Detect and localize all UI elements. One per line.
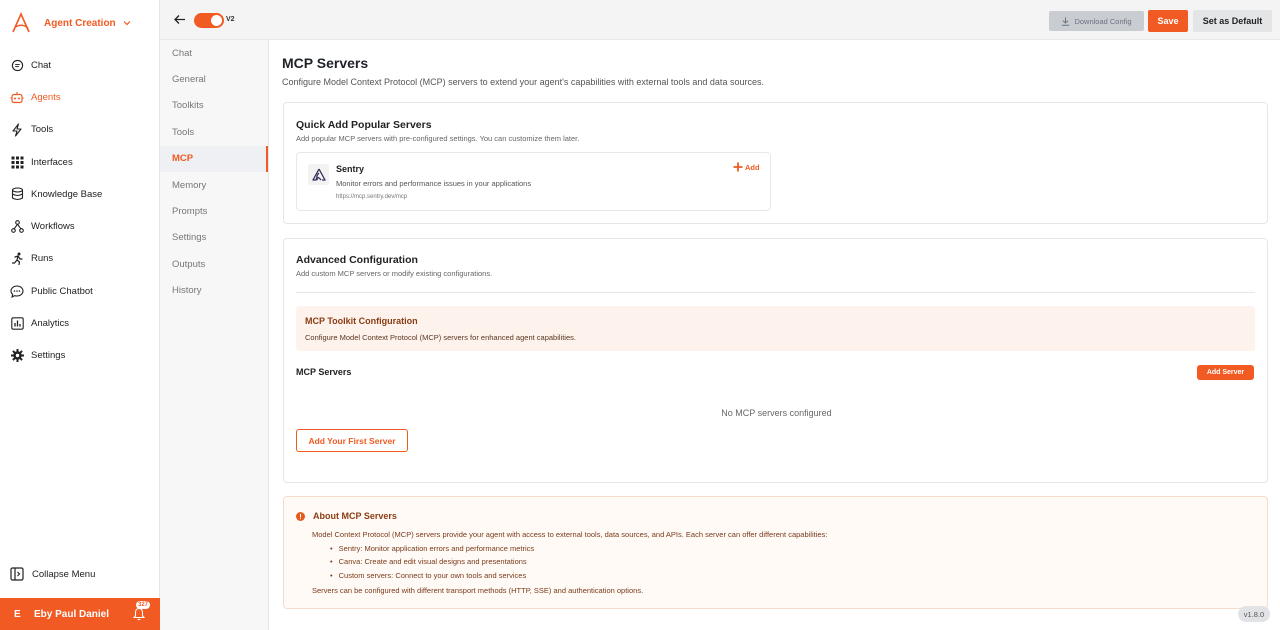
about-capabilities-list bbox=[312, 542, 827, 583]
sidebar-item-workflows[interactable] bbox=[0, 210, 159, 242]
mcp-main-content bbox=[269, 40, 1280, 630]
list-item: • Sentry: Monitor application errors and performance metrics bbox=[330, 542, 827, 556]
lightning-icon bbox=[10, 123, 24, 137]
add-sentry-button[interactable] bbox=[733, 162, 760, 172]
sidebar-item-label: Chat bbox=[31, 59, 52, 71]
collapse-menu-label: Collapse Menu bbox=[32, 568, 96, 580]
section-divider bbox=[296, 292, 1255, 293]
page-title: MCP Servers bbox=[282, 55, 369, 71]
subnav-item-outputs[interactable]: Outputs bbox=[172, 258, 206, 270]
toolkit-description: Configure Model Context Protocol (MCP) servers for enhanced agent capabilities. bbox=[305, 333, 576, 342]
quick-add-subtitle: Add popular MCP servers with pre-configured settings. You can customize them later. bbox=[296, 134, 580, 143]
add-sentry-label: Add bbox=[745, 162, 760, 172]
sentry-logo-icon bbox=[308, 164, 329, 185]
advanced-title: Advanced Configuration bbox=[296, 254, 418, 266]
add-server-button[interactable]: Add Server bbox=[1197, 365, 1254, 380]
add-first-server-button[interactable]: Add Your First Server bbox=[296, 429, 408, 452]
collapse-menu-button[interactable] bbox=[10, 567, 95, 581]
server-tile-sentry bbox=[296, 152, 771, 211]
server-description: Monitor errors and performance issues in your applications bbox=[336, 179, 532, 188]
user-profile-bar[interactable] bbox=[0, 598, 160, 630]
download-config-label: Download Config bbox=[1074, 16, 1132, 26]
sidebar-item-label: Tools bbox=[31, 124, 54, 136]
sidebar-item-label: Public Chatbot bbox=[31, 285, 93, 297]
sidebar-item-label: Settings bbox=[31, 350, 66, 362]
chat-dots-icon bbox=[10, 284, 24, 298]
sidebar-item-label: Knowledge Base bbox=[31, 188, 103, 200]
sidebar-item-knowledge-base[interactable] bbox=[0, 178, 159, 210]
sidebar-item-label: Analytics bbox=[31, 318, 70, 330]
sidebar-item-label: Interfaces bbox=[31, 156, 73, 168]
about-mcp-card bbox=[283, 496, 1268, 609]
version-toggle[interactable] bbox=[194, 13, 224, 28]
sidebar-item-label: Runs bbox=[31, 253, 54, 265]
sidebar-item-label: Agents bbox=[31, 91, 61, 103]
sidebar-item-settings[interactable] bbox=[0, 340, 159, 372]
about-footer: Servers can be configured with different transport methods (HTTP, SSE) and authentication options. bbox=[312, 586, 644, 595]
sidebar-item-label: Workflows bbox=[31, 221, 75, 233]
sidebar-item-agents[interactable] bbox=[0, 81, 159, 113]
app-logo-icon bbox=[10, 12, 32, 34]
runner-icon bbox=[10, 252, 24, 266]
brand-name: Agent Creation bbox=[44, 17, 116, 29]
brand-switcher[interactable] bbox=[0, 0, 159, 46]
server-name: Sentry bbox=[336, 164, 365, 174]
subnav-item-memory[interactable]: Memory bbox=[172, 179, 207, 191]
list-item: • Custom servers: Connect to your own tools and services bbox=[330, 569, 827, 583]
plus-icon bbox=[733, 162, 743, 172]
about-intro: Model Context Protocol (MCP) servers provide your agent with access to external tools, data sources, and APIs. Each server can offer different capabilities: bbox=[312, 530, 828, 539]
set-as-default-button[interactable]: Set as Default bbox=[1193, 10, 1272, 32]
sidebar-collapse-icon bbox=[10, 567, 24, 581]
workflow-icon bbox=[10, 220, 24, 234]
advanced-config-card bbox=[283, 238, 1268, 483]
version-toggle-label: V2 bbox=[226, 16, 235, 23]
chevron-down-icon bbox=[122, 18, 132, 28]
toolkit-title: MCP Toolkit Configuration bbox=[305, 316, 418, 326]
robot-icon bbox=[10, 90, 24, 104]
quick-add-title: Quick Add Popular Servers bbox=[296, 119, 432, 131]
user-initial: E bbox=[14, 608, 21, 620]
grid-icon bbox=[10, 155, 24, 169]
advanced-subtitle: Add custom MCP servers or modify existing configurations. bbox=[296, 269, 493, 278]
download-config-button[interactable] bbox=[1049, 11, 1144, 31]
about-body bbox=[312, 528, 827, 598]
download-icon bbox=[1061, 17, 1070, 26]
sidebar-item-tools[interactable] bbox=[0, 114, 159, 146]
sidebar-item-runs[interactable] bbox=[0, 243, 159, 275]
chart-icon bbox=[10, 317, 24, 331]
version-badge: v1.8.0 bbox=[1238, 606, 1270, 622]
subnav-item-settings[interactable]: Settings bbox=[172, 232, 207, 244]
sidebar-item-chat[interactable] bbox=[0, 49, 159, 81]
user-name: Eby Paul Daniel bbox=[34, 608, 110, 620]
subnav-item-toolkits[interactable]: Toolkits bbox=[172, 100, 204, 112]
database-icon bbox=[10, 187, 24, 201]
mcp-servers-label: MCP Servers bbox=[296, 367, 352, 377]
subnav-item-general[interactable]: General bbox=[172, 74, 206, 86]
top-toolbar bbox=[160, 0, 1280, 40]
sidebar-item-analytics[interactable] bbox=[0, 307, 159, 339]
subnav-item-tools[interactable]: Tools bbox=[172, 126, 195, 138]
subnav-item-history[interactable]: History bbox=[172, 285, 202, 297]
info-alert-icon bbox=[296, 512, 305, 521]
about-title: About MCP Servers bbox=[313, 511, 397, 521]
main-sidebar bbox=[0, 0, 160, 630]
bell-icon[interactable] bbox=[133, 607, 145, 621]
subnav-item-chat[interactable]: Chat bbox=[172, 47, 193, 59]
toolkit-config-banner bbox=[296, 306, 1255, 351]
sidebar-item-interfaces[interactable] bbox=[0, 146, 159, 178]
server-url: https://mcp.sentry.dev/mcp bbox=[336, 194, 408, 200]
gear-icon bbox=[10, 349, 24, 363]
list-item: • Canva: Create and edit visual designs and presentations bbox=[330, 555, 827, 569]
about-title-row bbox=[296, 511, 397, 521]
subnav-item-mcp[interactable]: MCP bbox=[160, 146, 268, 172]
subnav-item-prompts[interactable]: Prompts bbox=[172, 206, 208, 218]
sidebar-nav bbox=[0, 49, 159, 372]
sidebar-item-public-chatbot[interactable] bbox=[0, 275, 159, 307]
page-description: Configure Model Context Protocol (MCP) servers to extend your agent's capabilities with external tools and data sources. bbox=[282, 77, 764, 87]
empty-servers-message: No MCP servers configured bbox=[721, 408, 832, 418]
notification-count-badge: 327 bbox=[138, 602, 149, 608]
quick-add-card bbox=[283, 102, 1268, 224]
save-button[interactable]: Save bbox=[1148, 10, 1188, 32]
back-arrow-icon[interactable] bbox=[173, 13, 186, 26]
agent-config-subnav bbox=[160, 40, 269, 630]
chat-bubble-icon bbox=[10, 58, 24, 72]
